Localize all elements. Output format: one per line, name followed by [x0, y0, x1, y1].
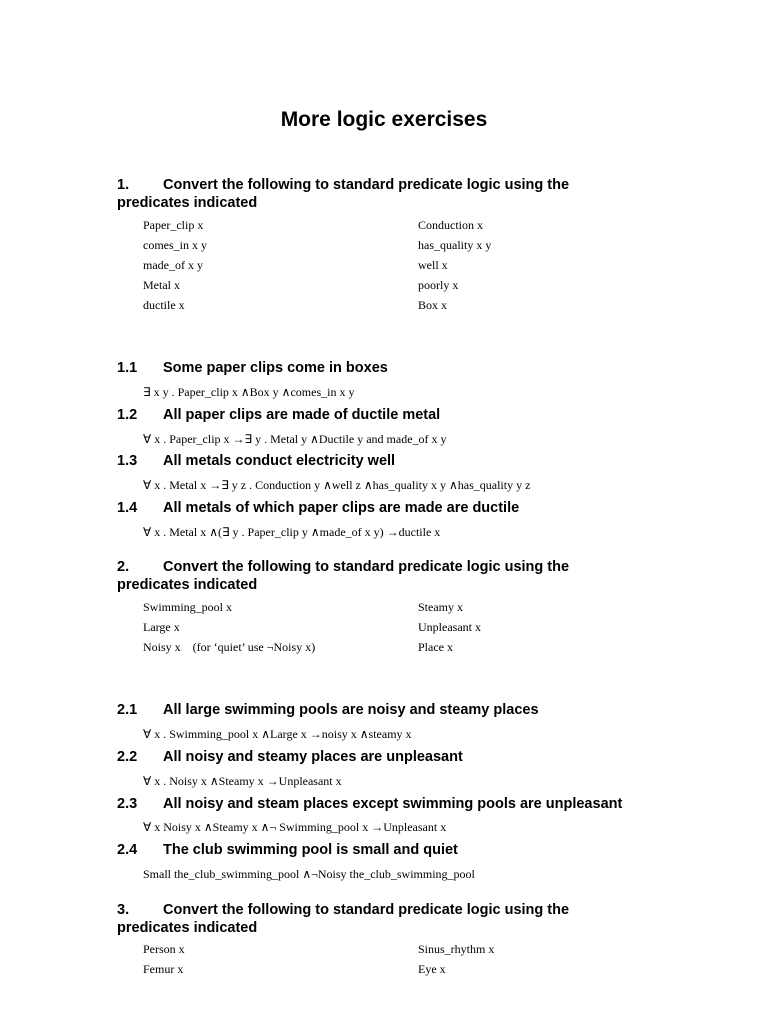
section-heading-line1: Convert the following to standard predicate logic using the: [163, 559, 570, 575]
document-title: More logic exercises: [280, 108, 488, 131]
exercise-number: 2.4: [117, 842, 138, 858]
predicate: Metal x: [143, 278, 180, 292]
section-2-heading: [117, 558, 569, 594]
predicate: ductile x: [143, 298, 185, 312]
exercise-heading: [117, 749, 463, 765]
exercise-text: Some paper clips come in boxes: [163, 360, 388, 376]
exercise-answer: ∀ x Noisy x ∧Steamy x ∧¬ Swimming_pool x →Unpleasant x: [143, 820, 447, 834]
exercise-heading: [117, 407, 440, 423]
section-heading-line1: Convert the following to standard predicate logic using the: [163, 902, 570, 918]
exercise-text: All large swimming pools are noisy and steamy places: [163, 702, 539, 718]
exercise-heading: [117, 842, 458, 858]
exercise-answer: ∀ x . Swimming_pool x ∧Large x →noisy x ∧steamy x: [143, 727, 412, 741]
exercise-number: 1.4: [117, 500, 138, 516]
section-heading-line2: predicates indicated: [117, 920, 258, 936]
exercise-number: 1.2: [117, 407, 138, 423]
exercise-heading: [117, 453, 395, 469]
exercise-answer: ∀ x . Noisy x ∧Steamy x →Unpleasant x: [143, 774, 342, 788]
predicate: Box x: [418, 298, 448, 312]
predicate: Place x: [418, 640, 453, 654]
section-number: 1.: [117, 177, 130, 193]
predicate: Eye x: [418, 962, 446, 976]
exercise-answer: Small the_club_swimming_pool ∧¬Noisy the_club_swimming_pool: [143, 867, 475, 881]
predicate: Sinus_rhythm x: [418, 942, 495, 956]
predicate: Steamy x: [418, 600, 463, 614]
predicate: comes_in x y: [143, 238, 207, 252]
exercise-answer: ∃ x y . Paper_clip x ∧Box y ∧comes_in x y: [143, 385, 355, 399]
predicate: Large x: [143, 620, 180, 634]
predicate: Noisy x (for ‘quiet’ use ¬Noisy x): [143, 640, 316, 654]
exercise-answer: ∀ x . Paper_clip x →∃ y . Metal y ∧Ductile y and made_of x y: [143, 432, 447, 446]
exercise-answer: ∀ x . Metal x →∃ y z . Conduction y ∧well z ∧has_quality x y ∧has_quality y z: [143, 478, 531, 492]
exercise-text: The club swimming pool is small and quiet: [163, 842, 458, 858]
predicate: Swimming_pool x: [143, 600, 233, 614]
exercise-number: 1.3: [117, 453, 138, 469]
exercise-number: 2.1: [117, 702, 138, 718]
exercise-heading: [117, 360, 388, 376]
exercise-heading: [117, 702, 539, 718]
predicate: Person x: [143, 942, 185, 956]
section-3-heading: [117, 901, 569, 937]
section-number: 3.: [117, 902, 130, 918]
section-heading-line2: predicates indicated: [117, 577, 258, 593]
exercise-answer: ∀ x . Metal x ∧(∃ y . Paper_clip y ∧made_of x y) →ductile x: [143, 525, 441, 539]
exercise-text: All paper clips are made of ductile metal: [163, 407, 441, 423]
predicate: Femur x: [143, 962, 184, 976]
exercise-number: 2.3: [117, 796, 138, 812]
predicate: Conduction x: [418, 218, 483, 232]
predicate: has_quality x y: [418, 238, 492, 252]
predicate: poorly x: [418, 278, 459, 292]
exercise-text: All metals conduct electricity well: [163, 453, 396, 469]
predicate: Unpleasant x: [418, 620, 481, 634]
section-heading-line1: Convert the following to standard predicate logic using the: [163, 177, 570, 193]
exercise-text: All noisy and steamy places are unpleasant: [163, 749, 463, 765]
exercise-text: All noisy and steam places except swimming pools are unpleasant: [163, 796, 623, 812]
section-1-heading: [117, 176, 569, 212]
predicate: well x: [418, 258, 448, 272]
exercise-text: All metals of which paper clips are made are ductile: [163, 500, 520, 516]
section-number: 2.: [117, 559, 130, 575]
exercise-number: 2.2: [117, 749, 138, 765]
section-heading-line2: predicates indicated: [117, 195, 258, 211]
predicate: Paper_clip x: [143, 218, 204, 232]
exercise-heading: [117, 500, 519, 516]
exercise-number: 1.1: [117, 360, 138, 376]
predicate: made_of x y: [143, 258, 203, 272]
exercise-heading: [117, 796, 622, 812]
